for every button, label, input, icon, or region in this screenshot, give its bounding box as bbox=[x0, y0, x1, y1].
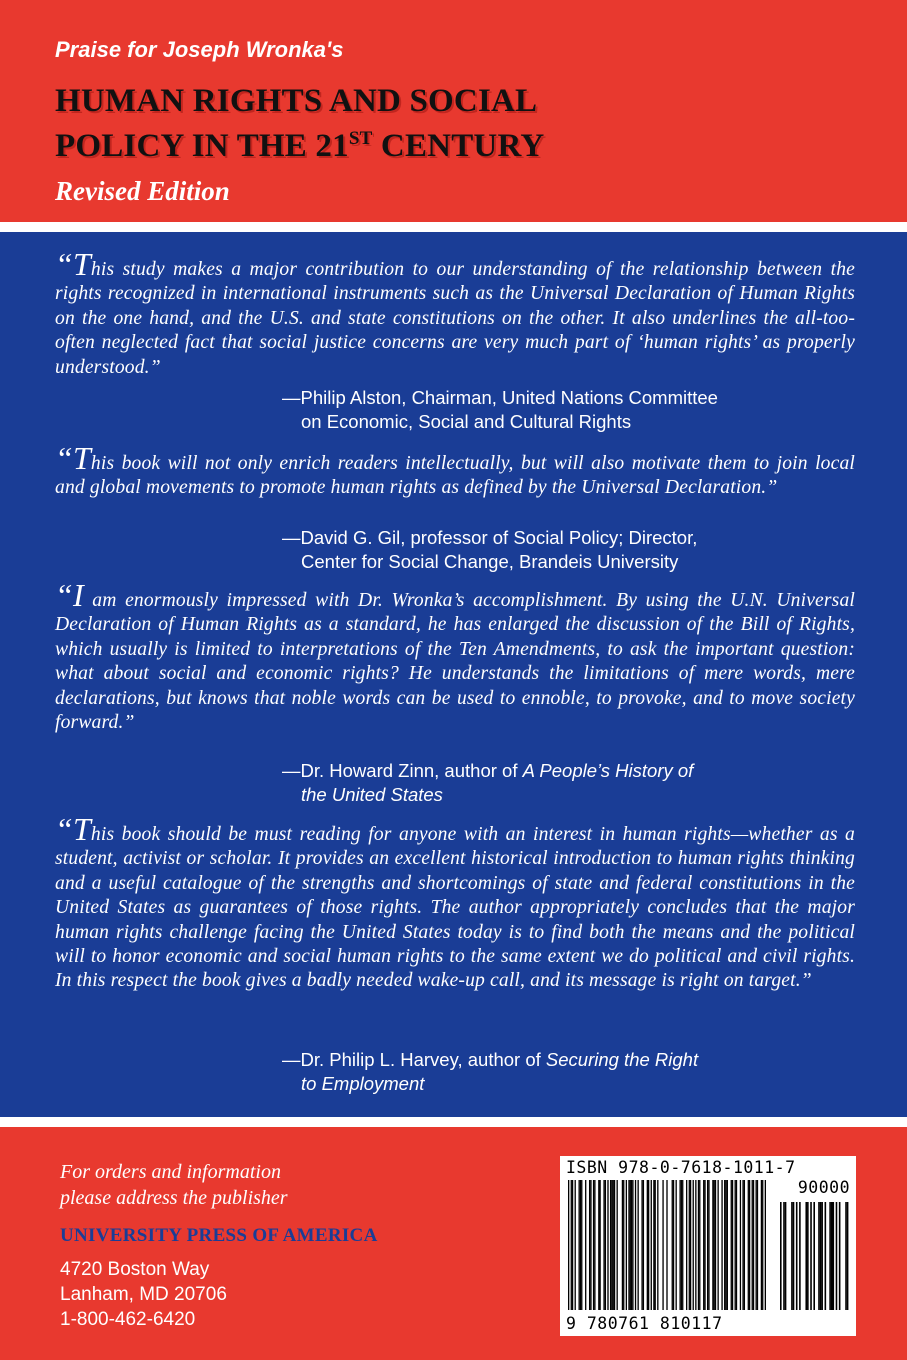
barcode-bar bbox=[721, 1180, 722, 1310]
barcode-bar bbox=[847, 1202, 849, 1310]
barcode-bar bbox=[703, 1180, 704, 1310]
praise-line: Praise for Joseph Wronka's bbox=[55, 37, 344, 62]
barcode-main-bars bbox=[568, 1180, 766, 1310]
attribution-gil bbox=[282, 526, 842, 574]
barcode-bar bbox=[572, 1180, 573, 1310]
orders-line: For orders and information bbox=[60, 1161, 281, 1183]
attribution-line: on Economic, Social and Cultural Rights bbox=[301, 411, 632, 432]
barcode-bar bbox=[575, 1180, 576, 1310]
barcode-bar bbox=[637, 1180, 638, 1310]
barcode-bar bbox=[732, 1180, 733, 1310]
attribution-line: Center for Social Change, Brandeis University bbox=[301, 551, 679, 572]
barcode-bar bbox=[693, 1180, 694, 1310]
address-line: 4720 Boston Way bbox=[60, 1259, 210, 1280]
barcode-bar bbox=[690, 1180, 691, 1310]
barcode-bar bbox=[810, 1202, 812, 1310]
barcode-bar bbox=[708, 1180, 709, 1310]
barcode-bar bbox=[736, 1180, 737, 1310]
publisher-name: UNIVERSITY PRESS OF AMERICA bbox=[60, 1225, 378, 1246]
barcode-bar bbox=[839, 1202, 841, 1310]
quote-text: am enormously impressed with Dr. Wronka’s accomplishment. By using the U.N. Universal Declaration of Human Rights as a standard, he has enlarged the discussion of the Bill of Rights, which usually is limited to interpretations of the Ten Amendments, to ask the important question: what about social and economic rights? He understands the limitations of mere words, mere declarations, but knows that noble words can be used to ennoble, to provoke, and to move society forward.” bbox=[55, 590, 855, 734]
divider-stripe-top bbox=[0, 222, 907, 232]
title-superscript: ST bbox=[348, 128, 373, 149]
barcode-bar bbox=[673, 1180, 674, 1310]
barcode-bar bbox=[744, 1180, 745, 1310]
barcode-bar bbox=[598, 1180, 599, 1310]
title-line-2-end: CENTURY bbox=[372, 128, 545, 164]
attribution-line: —Philip Alston, Chairman, United Nations Committee bbox=[282, 387, 718, 408]
barcode-bar bbox=[681, 1180, 682, 1310]
barcode-bar bbox=[585, 1180, 586, 1310]
barcode-bar bbox=[783, 1202, 785, 1310]
quote-text: his study makes a major contribution to our understanding of the relationship between the rights recognized in international instruments such as the Universal Declaration of Human Rights on the one hand, and the U.S. and state constitutions on the other. It also underlines the all-too-often neglected fact that social justice concerns are very much part of ‘human rights’ as properly understood.” bbox=[55, 259, 855, 378]
orders-line: please address the publisher bbox=[60, 1187, 288, 1209]
quote-gil bbox=[55, 440, 855, 501]
barcode-bar bbox=[796, 1202, 798, 1310]
barcode-addon-bars bbox=[780, 1202, 850, 1310]
attribution-prefix: —Dr. Philip L. Harvey, author of bbox=[282, 1049, 546, 1070]
barcode-bar bbox=[594, 1180, 595, 1310]
barcode-bar bbox=[672, 1180, 673, 1310]
barcode-bar bbox=[749, 1180, 750, 1310]
barcode-bar bbox=[831, 1202, 833, 1310]
barcode-bar bbox=[735, 1180, 736, 1310]
barcode-bar bbox=[581, 1180, 582, 1310]
barcode-bar bbox=[613, 1180, 614, 1310]
quote-open: “T bbox=[55, 440, 91, 476]
barcode-bar bbox=[845, 1202, 847, 1310]
isbn-label: ISBN 978-0-7618-1011-7 bbox=[566, 1158, 796, 1177]
barcode-bar bbox=[630, 1180, 631, 1310]
barcode-bar bbox=[717, 1180, 718, 1310]
barcode-bar bbox=[689, 1180, 690, 1310]
barcode-bar bbox=[590, 1180, 591, 1310]
barcode-bar bbox=[821, 1202, 823, 1310]
barcode-bar bbox=[676, 1180, 677, 1310]
barcode-bar bbox=[762, 1180, 763, 1310]
barcode-bar bbox=[641, 1180, 642, 1310]
barcode-bar bbox=[791, 1202, 793, 1310]
barcode-bar bbox=[712, 1180, 713, 1310]
book-title-ref: the United States bbox=[301, 784, 443, 805]
barcode-bar bbox=[593, 1180, 594, 1310]
quote-text: his book will not only enrich readers intellectually, but will also motivate them to join local and global movements to promote human rights as defined by the Universal Declaration.” bbox=[55, 453, 855, 499]
barcode-bar bbox=[695, 1180, 696, 1310]
quote-open: “I bbox=[55, 577, 84, 613]
book-title-ref: to Employment bbox=[301, 1073, 425, 1094]
barcode-bar bbox=[825, 1202, 827, 1310]
barcode-bar bbox=[662, 1180, 663, 1310]
barcode-bar bbox=[632, 1180, 633, 1310]
barcode-bar bbox=[757, 1180, 758, 1310]
barcode-bar bbox=[807, 1202, 809, 1310]
attribution-harvey bbox=[282, 1048, 842, 1096]
attribution-line: —David G. Gil, professor of Social Policy; Director, bbox=[282, 527, 698, 548]
barcode-bar bbox=[725, 1180, 726, 1310]
price-code: 90000 bbox=[797, 1178, 850, 1197]
barcode-bar bbox=[657, 1180, 658, 1310]
barcode-bar bbox=[742, 1180, 743, 1310]
barcode-bar bbox=[752, 1180, 753, 1310]
barcode-bar bbox=[599, 1180, 600, 1310]
barcode-bar bbox=[655, 1180, 656, 1310]
barcode-bar bbox=[631, 1180, 632, 1310]
barcode-bar bbox=[753, 1180, 754, 1310]
quote-alston bbox=[55, 246, 855, 380]
barcode-bar bbox=[614, 1180, 615, 1310]
barcode-bar bbox=[836, 1202, 838, 1310]
barcode-bar bbox=[589, 1180, 590, 1310]
barcode-bar bbox=[617, 1180, 618, 1310]
barcode-bar bbox=[682, 1180, 683, 1310]
quote-zinn bbox=[55, 577, 855, 735]
barcode-bar bbox=[648, 1180, 649, 1310]
barcode-bar bbox=[605, 1180, 606, 1310]
barcode-bar bbox=[607, 1180, 608, 1310]
phone-number: 1-800-462-6420 bbox=[60, 1309, 196, 1330]
barcode-bar bbox=[715, 1180, 716, 1310]
attribution-prefix: —Dr. Howard Zinn, author of bbox=[282, 760, 523, 781]
barcode-bar bbox=[635, 1180, 636, 1310]
barcode-bar bbox=[761, 1180, 762, 1310]
barcode-bar bbox=[623, 1180, 624, 1310]
barcode-bar bbox=[653, 1180, 654, 1310]
quote-harvey bbox=[55, 811, 855, 994]
book-title-ref: Securing the Right bbox=[545, 1049, 699, 1070]
barcode-bar bbox=[647, 1180, 648, 1310]
barcode-bar bbox=[580, 1180, 581, 1310]
barcode-bar bbox=[731, 1180, 732, 1310]
barcode-bar bbox=[818, 1202, 820, 1310]
attribution-alston bbox=[282, 386, 842, 434]
quote-open: “T bbox=[55, 246, 91, 282]
title-line-1: HUMAN RIGHTS AND SOCIAL bbox=[55, 83, 538, 119]
barcode-bar bbox=[780, 1202, 782, 1310]
barcode-bar bbox=[704, 1180, 705, 1310]
barcode-bar bbox=[610, 1180, 611, 1310]
barcode-bar bbox=[833, 1202, 835, 1310]
barcode-bar bbox=[740, 1180, 741, 1310]
barcode-bar bbox=[603, 1180, 604, 1310]
barcode-bar bbox=[756, 1180, 757, 1310]
isbn-digits: 9 780761 810117 bbox=[566, 1314, 723, 1333]
barcode-bar bbox=[727, 1180, 728, 1310]
barcode-bar bbox=[799, 1202, 801, 1310]
barcode-bar bbox=[611, 1180, 612, 1310]
divider-stripe-bottom bbox=[0, 1117, 907, 1127]
barcode-bar bbox=[571, 1180, 572, 1310]
barcode-bar bbox=[698, 1180, 699, 1310]
orders-note bbox=[60, 1159, 288, 1211]
barcode-bar bbox=[813, 1202, 815, 1310]
book-title bbox=[55, 82, 544, 165]
barcode-bar bbox=[628, 1180, 629, 1310]
barcode-bar bbox=[651, 1180, 652, 1310]
barcode-bar bbox=[805, 1202, 807, 1310]
barcode-bar bbox=[785, 1202, 787, 1310]
barcode-bar bbox=[699, 1180, 700, 1310]
barcode-bar bbox=[714, 1180, 715, 1310]
quote-text: his book should be must reading for anyone with an interest in human rights—whether as a student, activist or scholar. It provides an excellent historical introduction to human rights thinking and a useful catalogue of the strengths and shortcomings of state and federal constitutions in the United States as guarantees of those rights. The author appropriately concludes that the major human rights challenge facing the United States today is to find both the means and the political will to honor economic and social human rights to the same extent we do political and civil rights. In this respect the book gives a badly needed wake-up call, and its message is right on target.” bbox=[55, 824, 855, 992]
barcode-bar bbox=[622, 1180, 623, 1310]
title-line-2: POLICY IN THE 21 bbox=[55, 128, 349, 164]
barcode-bar bbox=[643, 1180, 644, 1310]
barcode-bar bbox=[707, 1180, 708, 1310]
barcode-bar bbox=[626, 1180, 627, 1310]
quote-open: “T bbox=[55, 811, 91, 847]
barcode-bar bbox=[793, 1202, 795, 1310]
barcode-bar bbox=[748, 1180, 749, 1310]
book-title-ref: A People’s History of bbox=[522, 760, 694, 781]
barcode-bar bbox=[724, 1180, 725, 1310]
attribution-zinn bbox=[282, 759, 842, 807]
barcode-bar bbox=[765, 1180, 766, 1310]
barcode-bar bbox=[686, 1180, 687, 1310]
barcode-bar bbox=[568, 1180, 569, 1310]
isbn-barcode bbox=[560, 1156, 856, 1336]
edition-label: Revised Edition bbox=[55, 176, 230, 206]
barcode-bar bbox=[578, 1180, 579, 1310]
publisher-address bbox=[60, 1257, 227, 1332]
barcode-bar bbox=[829, 1202, 831, 1310]
barcode-bar bbox=[820, 1202, 822, 1310]
barcode-bar bbox=[679, 1180, 680, 1310]
address-line: Lanham, MD 20706 bbox=[60, 1284, 227, 1305]
barcode-bar bbox=[666, 1180, 667, 1310]
